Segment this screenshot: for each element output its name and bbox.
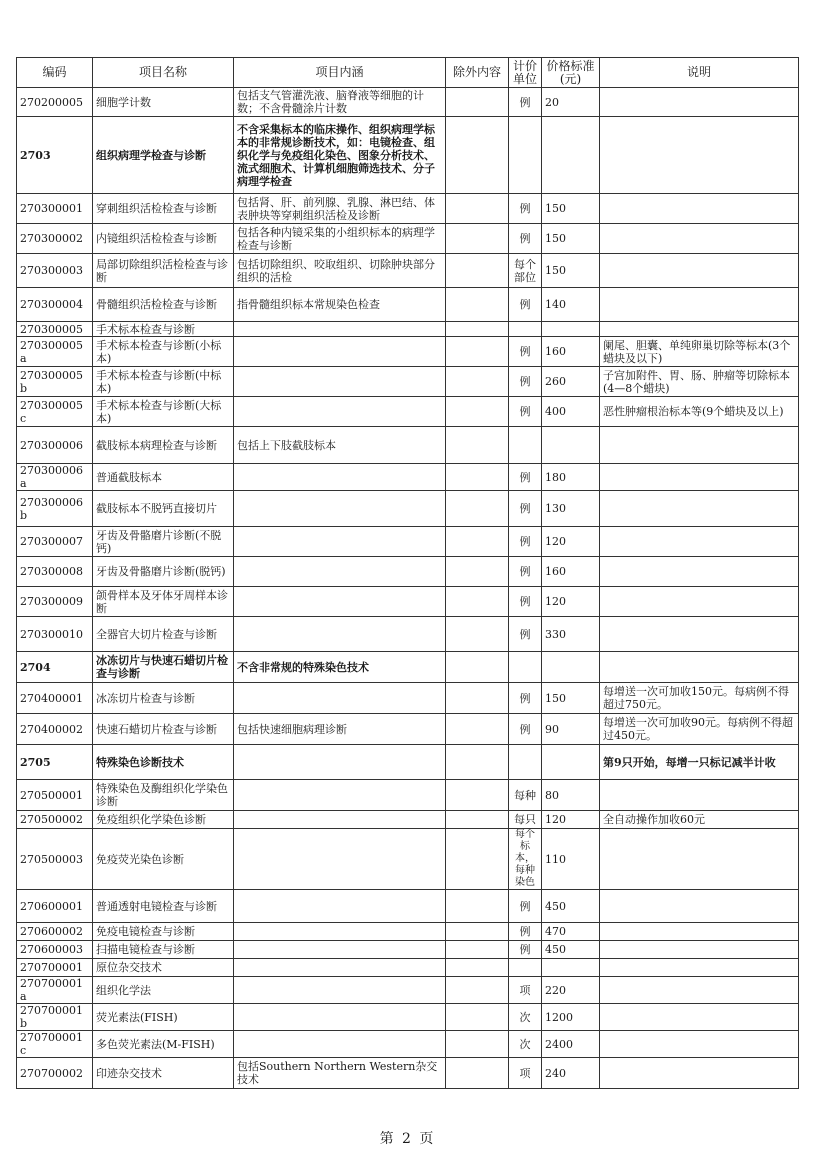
cell-price: 240 [542,1058,600,1089]
cell-exclude [446,780,509,811]
cell-price: 120 [542,527,600,557]
cell-name: 免疫电镜检查与诊断 [93,923,234,941]
cell-unit [509,745,542,780]
cell-code: 270700001a [17,977,93,1004]
cell-code: 270300001 [17,194,93,224]
cell-content [234,890,446,923]
cell-code: 270500002 [17,811,93,829]
cell-unit: 例 [509,224,542,254]
cell-exclude [446,890,509,923]
cell-name: 免疫组织化学染色诊断 [93,811,234,829]
cell-content: 包括Southern Northern Western杂交技术 [234,1058,446,1089]
table-row [17,427,799,464]
cell-content [234,464,446,491]
cell-unit: 例 [509,587,542,617]
cell-price: 90 [542,714,600,745]
cell-note [600,923,799,941]
cell-price: 150 [542,254,600,288]
cell-name: 荧光素法(FISH) [93,1004,234,1031]
cell-content: 不含非常规的特殊染色技术 [234,652,446,683]
table-row [17,557,799,587]
cell-unit: 例 [509,491,542,527]
cell-code: 270300009 [17,587,93,617]
cell-name: 局部切除组织活检检查与诊断 [93,254,234,288]
cell-code: 270600002 [17,923,93,941]
cell-content: 指骨髓组织标本常规染色检查 [234,288,446,322]
cell-price: 220 [542,977,600,1004]
cell-content [234,527,446,557]
cell-name: 扫描电镜检查与诊断 [93,941,234,959]
cell-price: 400 [542,397,600,427]
table-row [17,1031,799,1058]
cell-price [542,652,600,683]
cell-unit: 次 [509,1004,542,1031]
table-row [17,977,799,1004]
cell-note: 第9只开始，每增一只标记减半计收 [600,745,799,780]
cell-unit: 例 [509,923,542,941]
cell-name: 特殊染色及酶组织化学染色诊断 [93,780,234,811]
cell-exclude [446,745,509,780]
cell-unit: 例 [509,367,542,397]
table-row [17,288,799,322]
cell-code: 270300002 [17,224,93,254]
cell-content [234,587,446,617]
cell-unit: 例 [509,557,542,587]
cell-unit: 每只 [509,811,542,829]
cell-code: 270700001c [17,1031,93,1058]
cell-note [600,464,799,491]
cell-exclude [446,527,509,557]
cell-exclude [446,427,509,464]
cell-content [234,923,446,941]
cell-unit: 例 [509,527,542,557]
cell-name: 组织化学法 [93,977,234,1004]
cell-unit: 例 [509,288,542,322]
cell-price: 110 [542,829,600,890]
cell-content: 包括切除组织、咬取组织、切除肿块部分组织的活检 [234,254,446,288]
cell-exclude [446,288,509,322]
cell-exclude [446,652,509,683]
cell-exclude [446,811,509,829]
cell-price [542,427,600,464]
cell-unit [509,427,542,464]
cell-unit: 例 [509,88,542,117]
cell-note [600,1058,799,1089]
cell-name: 穿刺组织活检检查与诊断 [93,194,234,224]
cell-price: 150 [542,224,600,254]
cell-content [234,745,446,780]
cell-price: 140 [542,288,600,322]
cell-exclude [446,322,509,337]
table-row [17,491,799,527]
cell-price: 130 [542,491,600,527]
cell-content: 包括各种内镜采集的小组织标本的病理学检查与诊断 [234,224,446,254]
cell-unit: 例 [509,397,542,427]
cell-name: 免疫荧光染色诊断 [93,829,234,890]
cell-content: 包括肾、肝、前列腺、乳腺、淋巴结、体表肿块等穿刺组织活检及诊断 [234,194,446,224]
cell-code: 270300005a [17,337,93,367]
cell-note [600,780,799,811]
price-table-sheet [16,57,798,1089]
table-row [17,194,799,224]
table-row [17,337,799,367]
cell-code: 270500001 [17,780,93,811]
cell-code: 270400002 [17,714,93,745]
cell-unit: 例 [509,464,542,491]
cell-note [600,587,799,617]
header-content: 项目内涵 [234,58,446,88]
table-row [17,464,799,491]
cell-name: 组织病理学检查与诊断 [93,117,234,194]
cell-code: 270300010 [17,617,93,652]
cell-exclude [446,923,509,941]
cell-code: 270300007 [17,527,93,557]
cell-code: 270600001 [17,890,93,923]
cell-unit: 例 [509,617,542,652]
cell-code: 270300005b [17,367,93,397]
cell-code: 2704 [17,652,93,683]
cell-content [234,829,446,890]
cell-name: 牙齿及骨骼磨片诊断(脱钙) [93,557,234,587]
cell-exclude [446,491,509,527]
cell-name: 冰冻切片与快速石蜡切片检查与诊断 [93,652,234,683]
cell-note [600,959,799,977]
cell-unit: 次 [509,1031,542,1058]
table-row [17,652,799,683]
table-row [17,829,799,890]
cell-note [600,288,799,322]
cell-note [600,977,799,1004]
cell-name: 截肢标本不脱钙直接切片 [93,491,234,527]
cell-note [600,1004,799,1031]
table-row [17,397,799,427]
cell-unit: 例 [509,337,542,367]
table-row [17,587,799,617]
cell-exclude [446,117,509,194]
cell-content: 包括上下肢截肢标本 [234,427,446,464]
table-row [17,780,799,811]
cell-note [600,829,799,890]
header-exclude: 除外内容 [446,58,509,88]
cell-exclude [446,587,509,617]
cell-note [600,491,799,527]
table-row [17,745,799,780]
cell-exclude [446,959,509,977]
cell-name: 多色荧光素法(M-FISH) [93,1031,234,1058]
cell-price: 1200 [542,1004,600,1031]
header-price: 价格标准(元) [542,58,600,88]
cell-code: 2703 [17,117,93,194]
cell-name: 冰冻切片检查与诊断 [93,683,234,714]
cell-note [600,652,799,683]
cell-name: 骨髓组织活检检查与诊断 [93,288,234,322]
table-row [17,367,799,397]
cell-code: 270300005c [17,397,93,427]
cell-price: 450 [542,941,600,959]
cell-unit: 项 [509,1058,542,1089]
cell-note: 阑尾、胆囊、单纯卵巢切除等标本(3个蜡块及以下) [600,337,799,367]
cell-name: 印迹杂交技术 [93,1058,234,1089]
cell-code: 270200005 [17,88,93,117]
cell-price: 150 [542,194,600,224]
cell-exclude [446,941,509,959]
cell-code: 270600003 [17,941,93,959]
cell-code: 270300006a [17,464,93,491]
cell-code: 270300004 [17,288,93,322]
cell-name: 原位杂交技术 [93,959,234,977]
cell-note [600,557,799,587]
cell-price: 120 [542,811,600,829]
cell-price: 80 [542,780,600,811]
cell-note [600,322,799,337]
cell-price: 330 [542,617,600,652]
cell-note: 子宫加附件、胃、肠、肿瘤等切除标本(4—8个蜡块) [600,367,799,397]
cell-exclude [446,254,509,288]
cell-note [600,527,799,557]
table-row [17,959,799,977]
page-number: 第 2 页 [379,1131,436,1147]
cell-code: 2705 [17,745,93,780]
cell-content [234,977,446,1004]
cell-content: 不含采集标本的临床操作、组织病理学标本的非常规诊断技术，如：电镜检查、组织化学与免疫组化染色、图象分析技术、流式细胞术、计算机细胞筛选技术、分子病理学检查 [234,117,446,194]
cell-content [234,617,446,652]
cell-content: 包括支气管灌洗液、脑脊液等细胞的计数；不含骨髓涂片计数 [234,88,446,117]
cell-name: 内镜组织活检检查与诊断 [93,224,234,254]
cell-unit: 例 [509,941,542,959]
cell-name: 全器官大切片检查与诊断 [93,617,234,652]
cell-content [234,780,446,811]
cell-code: 270300005 [17,322,93,337]
cell-exclude [446,194,509,224]
cell-content [234,397,446,427]
cell-name: 细胞学计数 [93,88,234,117]
table-row [17,88,799,117]
table-row [17,224,799,254]
table-row [17,322,799,337]
cell-price [542,322,600,337]
table-header-row [17,58,799,88]
cell-name: 手术标本检查与诊断(小标本) [93,337,234,367]
cell-name: 颌骨样本及牙体牙周样本诊断 [93,587,234,617]
cell-code: 270700001b [17,1004,93,1031]
cell-code: 270300003 [17,254,93,288]
cell-unit: 每个标本，每种染色 [509,829,542,890]
cell-price: 20 [542,88,600,117]
cell-exclude [446,1004,509,1031]
table-row [17,923,799,941]
header-note: 说明 [600,58,799,88]
cell-note [600,427,799,464]
cell-exclude [446,1031,509,1058]
cell-price: 160 [542,557,600,587]
table-row [17,890,799,923]
cell-code: 270300006b [17,491,93,527]
table-row [17,1058,799,1089]
cell-note [600,890,799,923]
cell-exclude [446,977,509,1004]
table-row [17,254,799,288]
cell-exclude [446,88,509,117]
table-row [17,941,799,959]
cell-exclude [446,1058,509,1089]
cell-content [234,337,446,367]
cell-price: 2400 [542,1031,600,1058]
cell-price [542,117,600,194]
cell-exclude [446,829,509,890]
table-row [17,527,799,557]
cell-note [600,1031,799,1058]
cell-name: 特殊染色诊断技术 [93,745,234,780]
cell-name: 手术标本检查与诊断(大标本) [93,397,234,427]
cell-content [234,322,446,337]
cell-price: 160 [542,337,600,367]
cell-note [600,117,799,194]
cell-content [234,683,446,714]
cell-content [234,367,446,397]
cell-note: 恶性肿瘤根治标本等(9个蜡块及以上) [600,397,799,427]
cell-name: 快速石蜡切片检查与诊断 [93,714,234,745]
cell-code: 270700001 [17,959,93,977]
cell-exclude [446,683,509,714]
price-table [16,57,799,1089]
cell-name: 牙齿及骨骼磨片诊断(不脱钙) [93,527,234,557]
cell-note [600,88,799,117]
cell-note [600,617,799,652]
cell-unit: 每种 [509,780,542,811]
table-row [17,1004,799,1031]
cell-unit: 例 [509,683,542,714]
cell-unit [509,652,542,683]
cell-content [234,811,446,829]
cell-unit [509,959,542,977]
cell-note [600,254,799,288]
table-row [17,714,799,745]
table-row [17,617,799,652]
cell-exclude [446,464,509,491]
cell-unit [509,322,542,337]
cell-exclude [446,557,509,587]
cell-note: 每增送一次可加收90元。每病例不得超过450元。 [600,714,799,745]
header-name: 项目名称 [93,58,234,88]
cell-content: 包括快速细胞病理诊断 [234,714,446,745]
cell-unit: 项 [509,977,542,1004]
cell-code: 270300006 [17,427,93,464]
cell-price [542,959,600,977]
table-row [17,117,799,194]
cell-content [234,959,446,977]
cell-note [600,224,799,254]
table-row [17,683,799,714]
table-body [17,88,799,1089]
header-unit: 计价单位 [509,58,542,88]
cell-exclude [446,617,509,652]
cell-unit: 例 [509,194,542,224]
cell-exclude [446,397,509,427]
cell-note: 全自动操作加收60元 [600,811,799,829]
cell-price: 470 [542,923,600,941]
cell-price [542,745,600,780]
cell-name: 手术标本检查与诊断(中标本) [93,367,234,397]
cell-price: 120 [542,587,600,617]
cell-exclude [446,224,509,254]
cell-price: 180 [542,464,600,491]
cell-price: 260 [542,367,600,397]
cell-exclude [446,337,509,367]
cell-name: 普通截肢标本 [93,464,234,491]
header-code: 编码 [17,58,93,88]
cell-code: 270300008 [17,557,93,587]
cell-note [600,941,799,959]
cell-name: 手术标本检查与诊断 [93,322,234,337]
cell-content [234,1004,446,1031]
cell-content [234,557,446,587]
cell-unit: 每个部位 [509,254,542,288]
cell-unit: 例 [509,714,542,745]
cell-price: 150 [542,683,600,714]
cell-code: 270500003 [17,829,93,890]
cell-unit: 例 [509,890,542,923]
table-row [17,811,799,829]
cell-note [600,194,799,224]
cell-unit [509,117,542,194]
cell-name: 普通透射电镜检查与诊断 [93,890,234,923]
cell-exclude [446,367,509,397]
cell-note: 每增送一次可加收150元。每病例不得超过750元。 [600,683,799,714]
cell-content [234,491,446,527]
cell-code: 270400001 [17,683,93,714]
cell-code: 270700002 [17,1058,93,1089]
cell-exclude [446,714,509,745]
cell-content [234,941,446,959]
cell-price: 450 [542,890,600,923]
cell-name: 截肢标本病理检查与诊断 [93,427,234,464]
cell-content [234,1031,446,1058]
